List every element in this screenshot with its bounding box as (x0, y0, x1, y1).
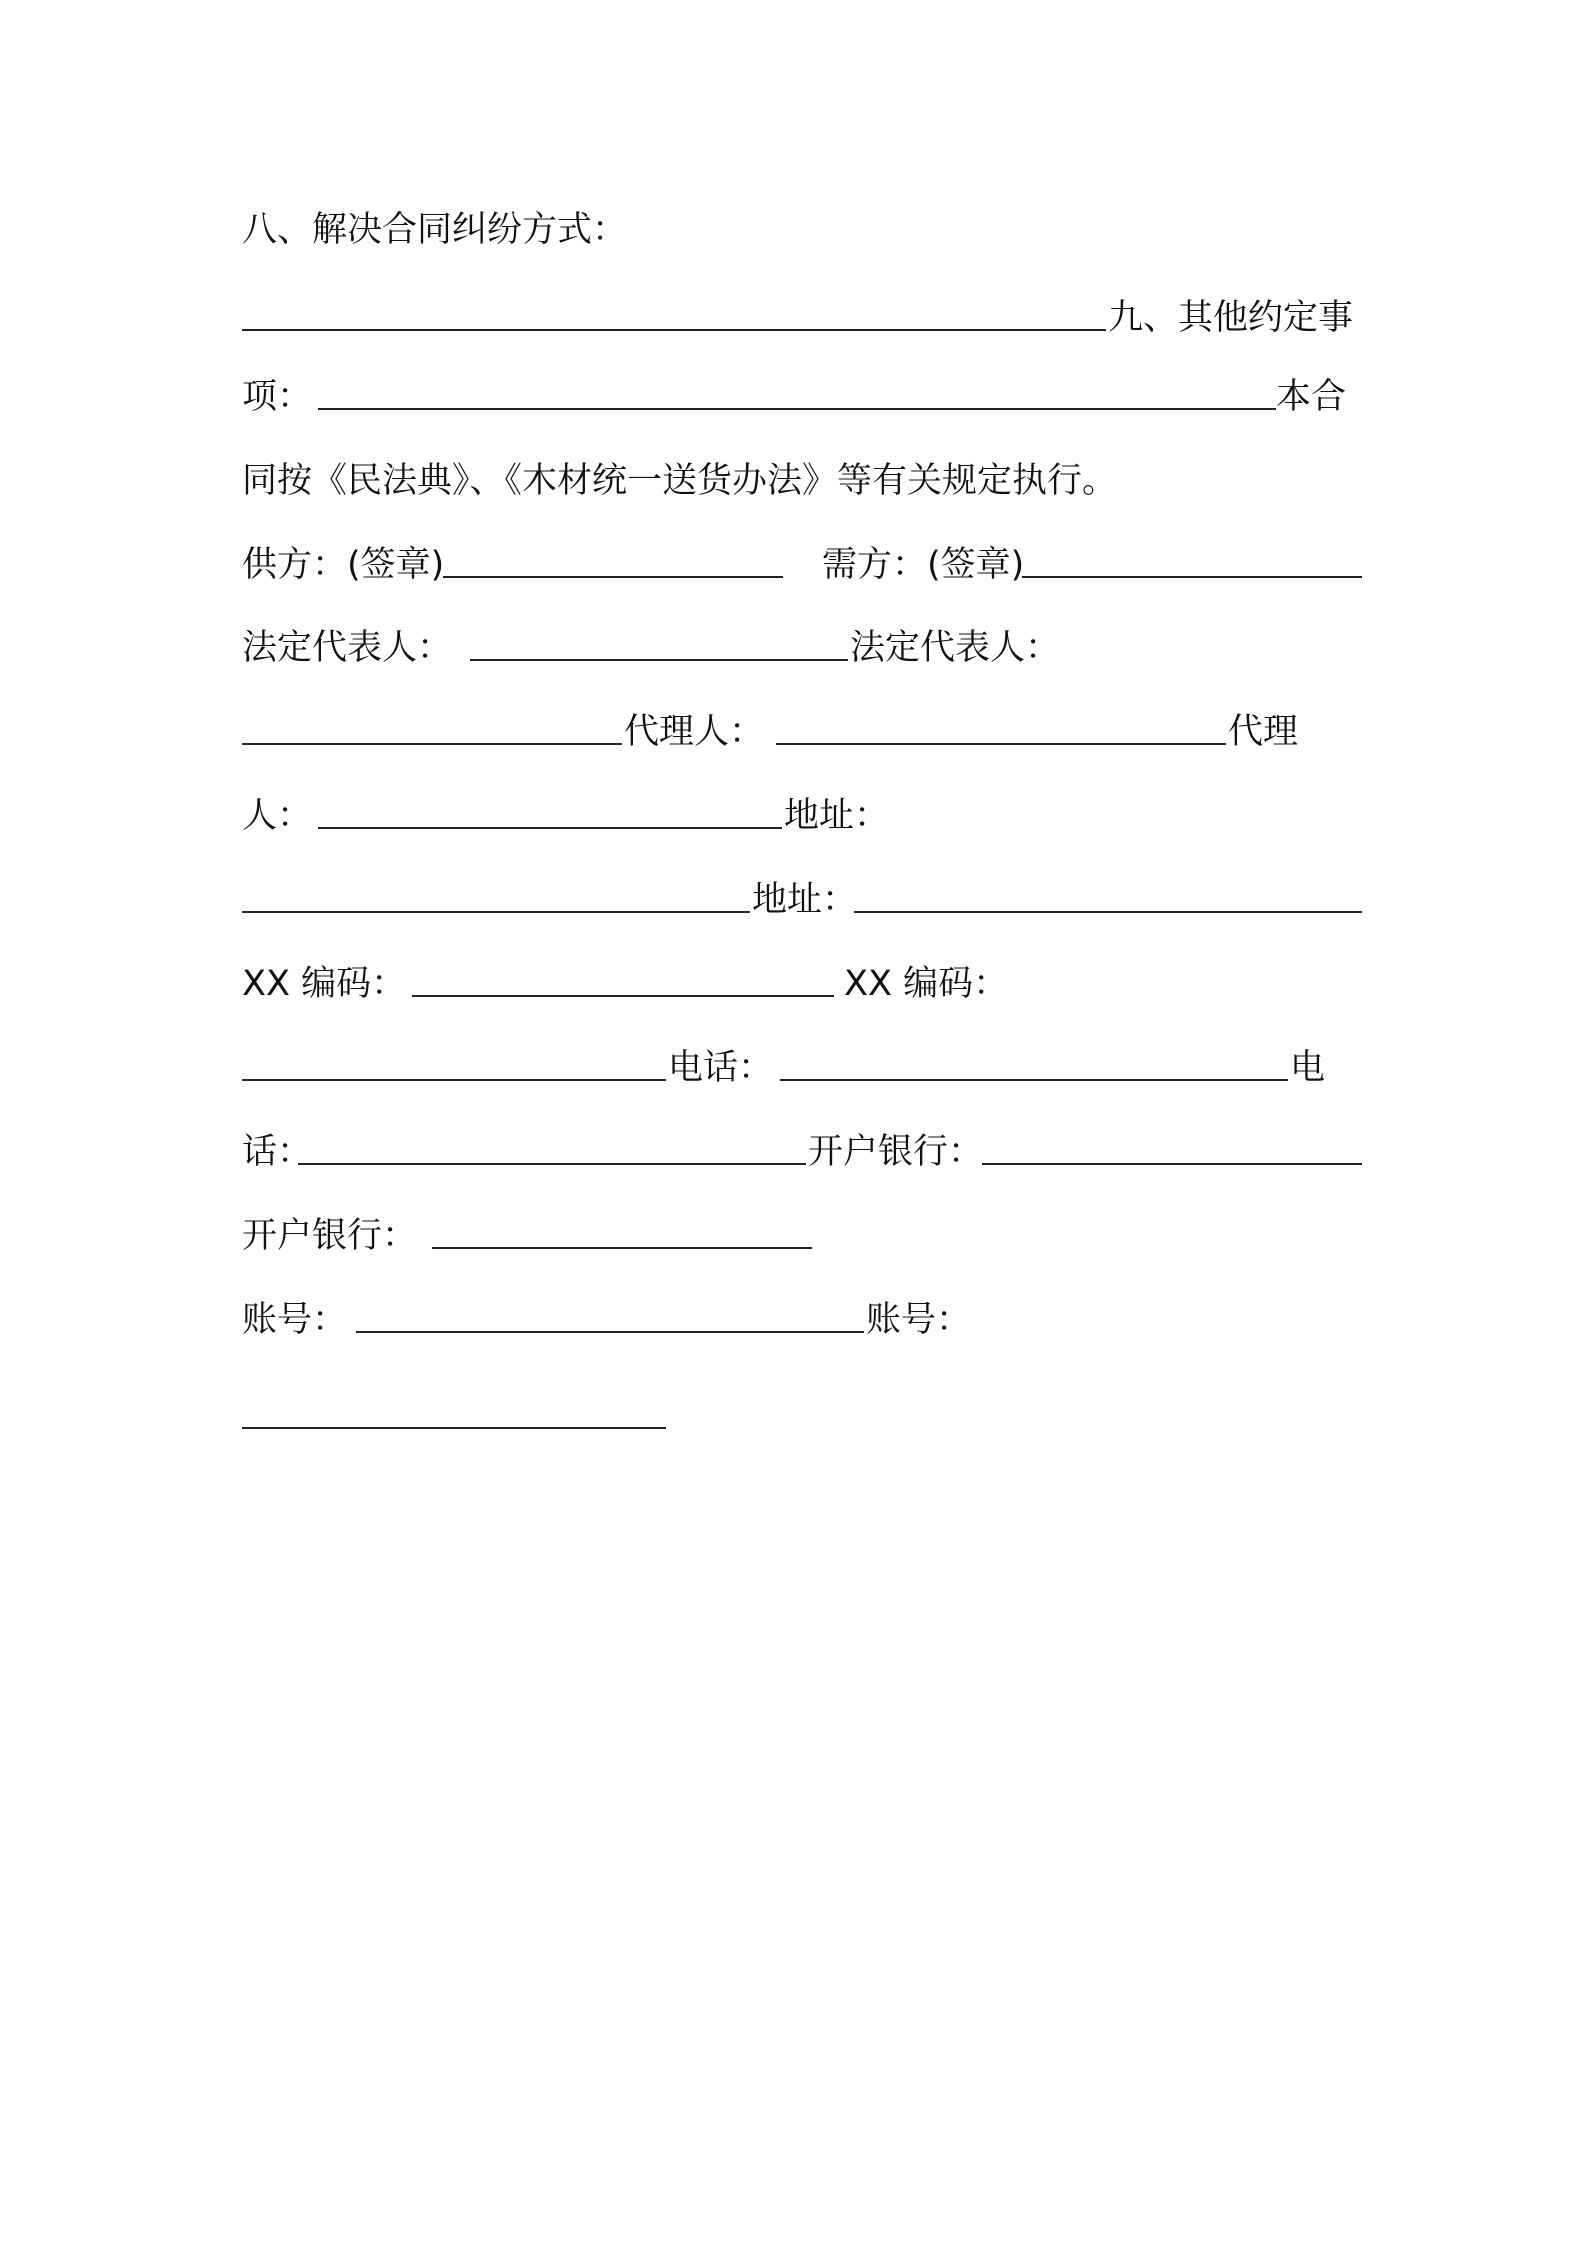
section-9-line (242, 367, 1362, 427)
legal-rep-supplier-label: 法定代表人： (242, 628, 453, 668)
agent-address-line (242, 786, 1362, 846)
legal-rep-supplier-blank[interactable] (470, 659, 848, 661)
section-9-title: 九、其他约定事 (1108, 298, 1354, 338)
phone-supplier-blank[interactable] (780, 1079, 1288, 1081)
address-buyer-label: 地址： (752, 880, 858, 920)
account-buyer-blank[interactable] (242, 1427, 666, 1429)
agent-supplier-blank[interactable] (776, 743, 1226, 745)
code-supplier-label: XX 编码： (242, 964, 407, 1004)
bank-supplier-label: 开户银行： (808, 1132, 984, 1172)
bank-buyer-label: 开户银行： (242, 1216, 418, 1256)
bank-line (242, 1206, 1362, 1266)
legal-rep-buyer-blank[interactable] (242, 743, 622, 745)
account-buyer-line (242, 1386, 1362, 1446)
agent-supplier-label: 代理人： (624, 712, 765, 752)
phone-line (242, 1038, 1362, 1098)
code-buyer-label: XX 编码： (844, 964, 1009, 1004)
supplier-signature-blank[interactable] (443, 576, 783, 578)
legal-rep-line (242, 618, 1362, 678)
closing-text-part2: 同按《民法典》、《木材统一送货办法》等有关规定执行。 (242, 461, 1118, 501)
code-supplier-blank[interactable] (412, 995, 834, 997)
phone-buyer-label-part2: 话： (242, 1132, 313, 1172)
section-9-title-cont: 项： (242, 377, 313, 417)
party-signature-line (242, 535, 1362, 595)
other-terms-blank[interactable] (318, 408, 1276, 410)
account-line (242, 1290, 1362, 1350)
address-buyer-blank[interactable] (854, 911, 1362, 913)
phone-buyer-blank[interactable] (298, 1163, 806, 1165)
closing-line (242, 451, 1362, 511)
account-buyer-label: 账号： (866, 1300, 972, 1340)
bank-buyer-blank[interactable] (432, 1247, 812, 1249)
supplier-label: 供方：(签章) (242, 545, 445, 585)
code-buyer-blank[interactable] (242, 1079, 666, 1081)
section-8-title: 八、解决合同纠纷方式： (242, 210, 628, 250)
account-supplier-label: 账号： (242, 1300, 348, 1340)
address-supplier-blank[interactable] (242, 911, 750, 913)
agent-buyer-label-part1: 代理 (1228, 712, 1299, 752)
buyer-signature-blank[interactable] (1022, 576, 1362, 578)
buyer-label: 需方：(签章) (822, 545, 1025, 585)
dispute-resolution-blank[interactable] (242, 329, 1106, 331)
phone-supplier-label: 电话： (668, 1048, 774, 1088)
address-supplier-label: 地址： (784, 796, 890, 836)
closing-text-part1: 本合 (1276, 377, 1347, 417)
agent-line (242, 702, 1362, 762)
phone-bank-line (242, 1122, 1362, 1182)
section-8-line (242, 200, 1362, 260)
legal-rep-buyer-label: 法定代表人： (850, 628, 1061, 668)
agent-buyer-label-part2: 人： (242, 796, 313, 836)
phone-buyer-label-part1: 电 (1290, 1048, 1326, 1088)
code-line (242, 954, 1362, 1014)
bank-supplier-blank[interactable] (982, 1163, 1362, 1165)
account-supplier-blank[interactable] (356, 1331, 864, 1333)
agent-buyer-blank[interactable] (318, 827, 782, 829)
section-8-answer-line (242, 288, 1362, 348)
address-line (242, 870, 1362, 930)
